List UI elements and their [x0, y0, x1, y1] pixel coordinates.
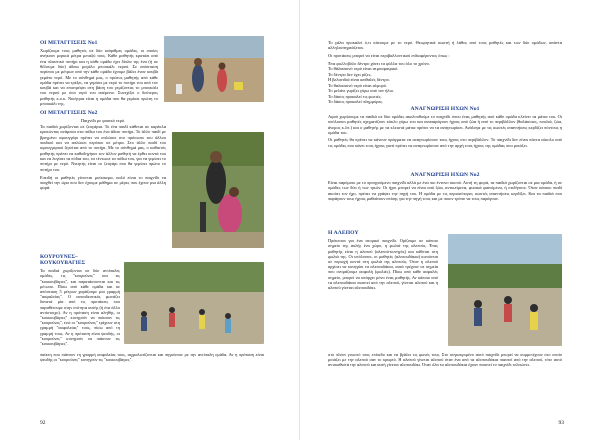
list-item: Το θάλασσινό νερό είναι ατμοσφαιρικό.	[328, 66, 399, 72]
section-title: Η ΑΛΕΠΟΥ	[328, 230, 359, 236]
list-item: Το θαλασσινό νερό είναι αλμυρό.	[328, 82, 388, 88]
section-title: ΚΟΥΡΟΥΝΕΣ–ΚΟΥΚΟΥΒΑΓΙΕΣ	[40, 254, 86, 267]
section-metaggiseis-1	[40, 40, 158, 106]
section-kourounes	[40, 254, 120, 346]
section-title: ΟΙ ΜΕΤΑΓΓΙΣΕΙΣ No2	[40, 110, 98, 116]
photo-children-yard	[124, 262, 264, 344]
section-lead: Παιχνίδι με φυσικό νερό.	[80, 118, 126, 124]
section-body: Τα παιδιά χωρίζονται σε δύο αντίπαλες ομάδες, τις "κουρούνες" και τις "κουκουβάγιες", και παρατάσσονται και τις μέτωπο. Πίσω από κάθε ομάδα και σε απόσταση 5 μέτρων χαράζουμε μια γραμμή "ασφαλείας". Ο εκπαιδευτικός φωνάζει δυνατά μία από τις προτάσεις που παραθέτουμε στην ενότητα αυτής (ή ένα άλλο αντίστοιχο). Αν η πρόταση είναι αληθής, οι "κουκουβάγιες" κυνηγούν να πιάσουν τις "κουρούνες", ενώ οι "κουρούνες" τρέχουν στη γραμμή "ασφαλείας" τους, πίσω από τη γραμμή τους. Αν η πρόταση είναι ψευδής, οι "κουρούνες" κυνηγούν να πιάσουν τις "κουκουβάγιες".	[40, 268, 120, 347]
section-body: Είναι παρόμοιο με το προηγούμενο παιχνίδι αλλά με ένα πιο έντονο σκοπό. Αυτή τη φορά, τα παιδιά χωρίζονται σε μια ομάδα, ή σε ομάδες των δύο ή των τριών. Οι ήχοι μπορεί να είναι από ζώα, αντικείμενα, φυσικά φαινόμενα, ή οτιδήποτε. Όταν κάποιο παιδί ακούει τον ήχο, πρέπει να γράψει την πηγή του. Η ομάδα με τις περισσότερες σωστές απαντήσεις κερδίζει. Και τα παιδιά που παράγουν τους ήχους μαθαίνουν επίσης για την πηγή τους και με ποιον τρόπο να τους παράγουν.	[328, 180, 562, 201]
right-page	[300, 0, 600, 440]
statement-list	[328, 61, 562, 105]
section-body: Χωρίζουμε τους μαθητές σε δύο ισάριθμες ομάδες, οι οποίες ανήκουν μερικά μέτρα μεταξύ τους. Κάθε μαθητής κρατάει από ένα πλαστικό ποτήρι και η κάθε ομάδα έχει δίπλα της ένα (ή σε θέλουμε δύο) άδεια μεγάλο μπουκάλι νερού. Σε απόσταση περίπου με μέτρων από την κάθε ομάδα έχουμε βάλει έναν κουβά γεμάτο νερό. Με το σύνθημά μας, ο πρώτος μαθητής από κάθε ομάδα πρέπει να τρέξει, να γεμίσει με νερό το ποτήρι του από τον κουβά και να επιστρέψει στη βάση του γεμίζοντας το μπουκάλι του νερού με όσο νερό του απέμεινε. Συνεχίζει ο δεύτερος μαθητής κ.ο.κ. Νικήτρια είναι η ομάδα που θα γεμίσει πρώτη το μπουκάλι της.	[40, 48, 158, 107]
section-body-wide: στο πλέον γνωστό τους επίπεδο και να βγάλει τις φωνές τους. Στο συγκεκριμένο αυτό παιχνίδι μπορεί να συμμετέχουν στο οποίο μοιάζει με την αλεπού σαν το κρυφτό. Η αλεπού γίνεται αλεπού όταν ένα από τα αλεπουδάκια πιαστεί από την αλεπού, τότε αυτό αντικαθιστά την αλεπού και αυτή γίνεται αλεπουδάκι. Όταν όλα τα αλεπουδάκια έχουν πιαστεί το παιχνίδι τελειώνει.	[328, 352, 562, 368]
section-body-2: Επειδή οι μαθητές γίνονται μούσκεμα, καλό είναι το παιχνίδι να παιχθεί την ώρα που δεν έχουμε μάθημα σε μέρες που έχουν μια άλλη φορά.	[40, 174, 166, 191]
list-item: Το μελάνι γυρίζει γύρω από τον ήλιο.	[328, 88, 394, 94]
list-item: Η βελανιδιά είναι αειθαλές δέντρο.	[328, 77, 390, 83]
section-alepou-continued	[328, 352, 562, 368]
list-item: Το δάσος προκαλεί πλημμύρες.	[328, 99, 384, 105]
list-item: Το δάσος προκαλεί τις φωτιές.	[328, 93, 382, 99]
section-anagnorisi-2	[328, 172, 562, 201]
photo-children-playing	[172, 132, 264, 248]
intro-text: Το γάλα προκαλεί ό,τι κάνουμε με το νερό. Θεωρητικά σωστή ή λάθος από τους μαθητές και των δύο ομάδων, απάντα αλληλοεπηρεάζεται.	[328, 40, 562, 51]
section-metaggiseis-2	[40, 110, 166, 191]
section-body: Αφού χωρίσουμε τα παιδιά σε δύο ομάδες ακολουθούμε το παιχνίδι όπου ένας μαθητής από κάθε ομάδα κλείνει τα μάτια του. Οι υπόλοιποι μαθητές σχηματίζουν κύκλο γύρω του και αναπαράγουν ήχους από ζώα ή από το περιβάλλον (θαλάσσιος, πουλιά, ζώα, άνεμος κ.λπ.) και ο μαθητής με τα κλειστά μάτια πρέπει να τα αναγνωρίσει. Ανάλογα με τις σωστές απαντήσεις κερδίζει πόντους η ομάδα του.	[328, 114, 562, 135]
page-number: 93	[558, 419, 564, 426]
section-alepou	[328, 230, 438, 290]
page-number: 92	[40, 419, 46, 426]
section-anagnorisi-1	[328, 106, 562, 148]
photo-children-fox-game	[448, 234, 562, 346]
section-body: Πρόκειται για ένα ατομικό παιχνίδι. Ορίζουμε σε κάποιο σημείο της αυλής ένα χώρο, η φωλιά της αλεπούς. Ένας μαθητής είναι η αλεπού (αλεπού-κυνηγός) και κάθεται στη φωλιά της. Οι υπόλοιποι, οι μαθητές (αλεπουδάκια) κινούνται σε περιοχή κοντά στη φωλιά της αλεπούς. Όταν η αλεπού αρχίσει να κυνηγάει τα αλεπουδάκια, αυτά τρέχουν σε σημεία που ονομάζουμε ασφαλή (φωλιές). Πίσω από κάθε ασφαλές σημείο, μπορεί να υπάρχει μόνο ένας μαθητής. Αν κάποιο από τα αλεπουδάκια πιαστεί από την αλεπού, γίνεται αλεπού και η αλεπού γίνεται αλεπουδάκι.	[328, 238, 438, 290]
section-kourounes-continued	[40, 352, 264, 362]
photo-children-water-bucket	[164, 36, 264, 102]
intro-text-2: Οι προτάσεις μπορεί να είναι περιβαλλοντικού ενδιαφέροντος όπως :	[328, 52, 450, 58]
intro-block	[328, 40, 562, 105]
section-body-wide: παίκτη που πιάνουν τη γραμμή ασφαλείας τους, αιχμαλωτίζονται και πηγαίνουν με την αντίπαλη ομάδα. Αν η πρόταση είναι ψευδής οι "κουρούνες" κυνηγούν τις "κουκουβάγιες".	[40, 352, 264, 363]
section-body: Τα παιδιά χωρίζονται σε ζευγάρια. Το ένα παιδί κάθεται σε καρέκλα κρατώντας ανάμεσα στα πόδια του ένα άδειο ποτήρι. Το άλλο παιδί με βρεγμένο σφουγγάρι πρέπει να απλώσει στο πρόσωπο του άλλου παιδιού και να απλώσει περίπου σε μέτρα. Στο άλλο παιδί του σφουγγαριού ζητείται από το ποτήρι. Με το σύνθημά μας, ο καθιστός μαθητής πρέπει να καθοδηγήσει τον άλλον μαθητή να έρθει κοντά του και να λυγίσει τα πόδια του, τα τέντωσε τα πόδια του, για να γεμίσει το ποτήρι με νερό. Νικητής είναι το ζευγάρι που θα γεμίσει πρώτο το ποτήρι του.	[40, 124, 166, 172]
section-title: ΟΙ ΜΕΤΑΓΓΙΣΕΙΣ No1	[40, 40, 98, 46]
list-item: Το δέντρο δεν έχει ρίζες.	[328, 71, 372, 77]
section-title: ΑΝΑΓΝΩΡΙΣΗ ΗΧΩΝ No2	[410, 172, 480, 178]
section-title: ΑΝΑΓΝΩΡΙΣΗ ΗΧΩΝ No1	[410, 106, 480, 112]
section-body-2: Οι μαθητές θα πρέπει να κάνουν πράγματα να αναγνωρίσουν τους ήχους στο περιβάλλον. Το παιχνίδι δεν είναι πάντα εύκολο από τις ομάδες που κάνει τους ήχους γιατί πρέπει να αναγνωρίσουν από την αρχή τους ήχους της ομάδας που μοιάζει.	[328, 137, 562, 148]
list-item: Ένα φυλλοβόλο δέντρο χάνει τα φύλλα του όλο το χρόνο.	[328, 60, 430, 66]
